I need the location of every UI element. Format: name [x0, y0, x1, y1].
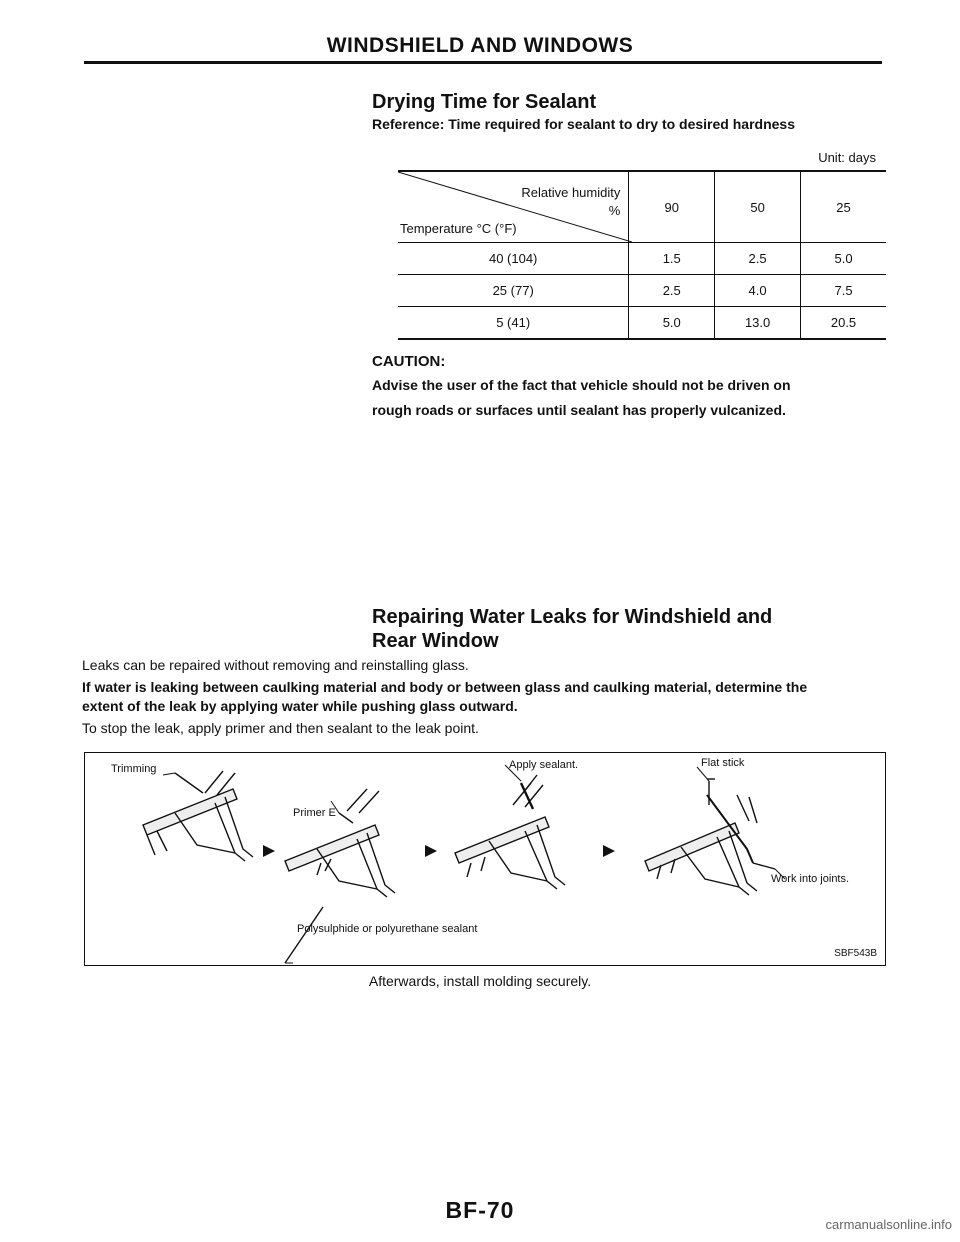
value-cell: 4.0: [715, 275, 801, 307]
humidity-header: 25: [801, 171, 886, 243]
step-arrow-icon: [263, 845, 275, 857]
step-arrow-icon: [425, 845, 437, 857]
temperature-cell: 5 (41): [398, 307, 629, 340]
figure-code: SBF543B: [834, 948, 877, 959]
unit-note: Unit: days: [818, 150, 876, 165]
step-4-illustration: [645, 779, 775, 895]
value-cell: 5.0: [629, 307, 715, 340]
step-3-illustration: [455, 775, 565, 889]
header-rule: [84, 61, 882, 64]
value-cell: 13.0: [715, 307, 801, 340]
label-trimming: Trimming: [111, 763, 157, 775]
step-arrow-icon: [603, 845, 615, 857]
repair-section-title: Rear Window: [372, 630, 499, 652]
value-cell: 20.5: [801, 307, 886, 340]
drying-time-table: [398, 170, 886, 340]
body-paragraph-bold: If water is leaking between caulking material and body or between glass and caulking material, determine the: [82, 679, 808, 695]
body-paragraph: To stop the leak, apply primer and then sealant to the leak point.: [82, 720, 479, 736]
corner-temperature-label: Temperature °C (°F): [400, 221, 517, 236]
table-row: [398, 243, 886, 275]
body-paragraph-bold: extent of the leak by applying water while pushing glass outward.: [82, 698, 518, 714]
humidity-header: 90: [629, 171, 715, 243]
value-cell: 2.5: [715, 243, 801, 275]
step-1-illustration: [143, 771, 253, 861]
body-paragraph: Leaks can be repaired without removing and reinstalling glass.: [82, 657, 469, 673]
temperature-cell: 40 (104): [398, 243, 629, 275]
caution-text-line: rough roads or surfaces until sealant has properly vulcanized.: [372, 402, 786, 418]
label-apply-sealant: Apply sealant.: [509, 759, 579, 771]
repair-section-title: Repairing Water Leaks for Windshield and: [372, 606, 773, 628]
after-instruction: Afterwards, install molding securely.: [368, 973, 592, 989]
value-cell: 7.5: [801, 275, 886, 307]
table-row: [398, 307, 886, 340]
caution-text-line: Advise the user of the fact that vehicle should not be driven on: [372, 377, 791, 393]
value-cell: 5.0: [801, 243, 886, 275]
label-flat-stick: Flat stick: [701, 757, 745, 769]
table-corner-cell: [398, 171, 629, 243]
value-cell: 1.5: [629, 243, 715, 275]
corner-humidity-label: Relative humidity %: [521, 185, 621, 218]
label-primer: Primer E: [293, 807, 336, 819]
label-sealant-type: Polysulphide or polyurethane sealant: [297, 923, 478, 935]
value-cell: 2.5: [629, 275, 715, 307]
repair-procedure-figure: [84, 752, 886, 966]
temperature-cell: 25 (77): [398, 275, 629, 307]
page-number: BF-70: [445, 1197, 515, 1223]
label-work-into-joints: Work into joints.: [771, 873, 850, 885]
table-row: [398, 275, 886, 307]
drying-reference: Reference: Time required for sealant to dry to desired hardness: [372, 116, 795, 132]
caution-heading: CAUTION:: [372, 353, 446, 370]
figure-illustration: [85, 753, 885, 965]
watermark-text: carmanualsonline.info: [825, 1217, 952, 1232]
table-header-row: [398, 171, 886, 243]
page-header-title: WINDSHIELD AND WINDOWS: [326, 34, 634, 57]
humidity-header: 50: [715, 171, 801, 243]
drying-section-title: Drying Time for Sealant: [372, 91, 597, 113]
